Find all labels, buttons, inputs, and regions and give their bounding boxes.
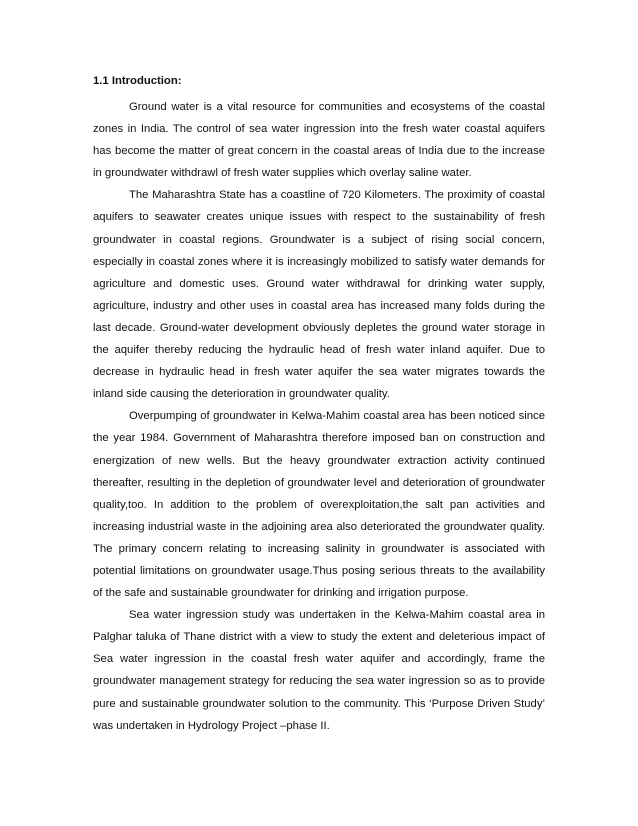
document-page (93, 70, 545, 737)
paragraph-overpumping: Overpumping of groundwater in Kelwa-Mahim coastal area has been noticed since the year 1984. Government of Maharashtra therefore imposed ban on construction and energization of new wells. But the heavy groundwater extraction activity continued thereafter, resulting in the depletion of groundwater level and deterioration of groundwater quality,too. In addition to the problem of overexploitation,the salt pan activities and increasing industrial waste in the adjoining area also deteriorated the groundwater quality. The primary concern relating to increasing salinity in groundwater is associated with potential limitations on groundwater usage.Thus posing serious threats to the availability of the safe and sustainable groundwater for drinking and irrigation purpose. (93, 410, 545, 600)
paragraph-introduction: Ground water is a vital resource for communities and ecosystems of the coastal zones in India. The control of sea water ingression into the fresh water coastal aquifers has become the matter of great concern in the coastal areas of India due to the increase in groundwater withdrawl of fresh water supplies which overlay saline water. (93, 101, 545, 180)
paragraph-study-purpose: Sea water ingression study was undertaken in the Kelwa-Mahim coastal area in Palghar taluka of Thane district with a view to study the extent and deleterious impact of Sea water ingression in the coastal fresh water aquifer and accordingly, frame the groundwater management strategy for reducing the sea water ingression so as to provide pure and sustainable groundwater solution to the community. This ‘Purpose Driven Study’ was undertaken in Hydrology Project –phase II. (93, 609, 545, 732)
section-heading: 1.1 Introduction: (93, 75, 182, 87)
paragraph-maharashtra-coastline: The Maharashtra State has a coastline of 720 Kilometers. The proximity of coastal aquifers to seawater creates unique issues with respect to the sustainability of fresh groundwater in coastal regions. Groundwater is a subject of rising social concern, especially in coastal zones where it is increasingly mobilized to satisfy water demands for agriculture and domestic uses. Ground water withdrawal for drinking water supply, agriculture, industry and other uses in coastal area has increased many folds during the last decade. Ground-water development obviously depletes the ground water storage in the aquifer thereby reducing the hydraulic head of fresh water inland aquifer. Due to decrease in hydraulic head in fresh water aquifer the sea water migrates towards the inland side causing the deterioration in groundwater quality. (93, 189, 545, 401)
